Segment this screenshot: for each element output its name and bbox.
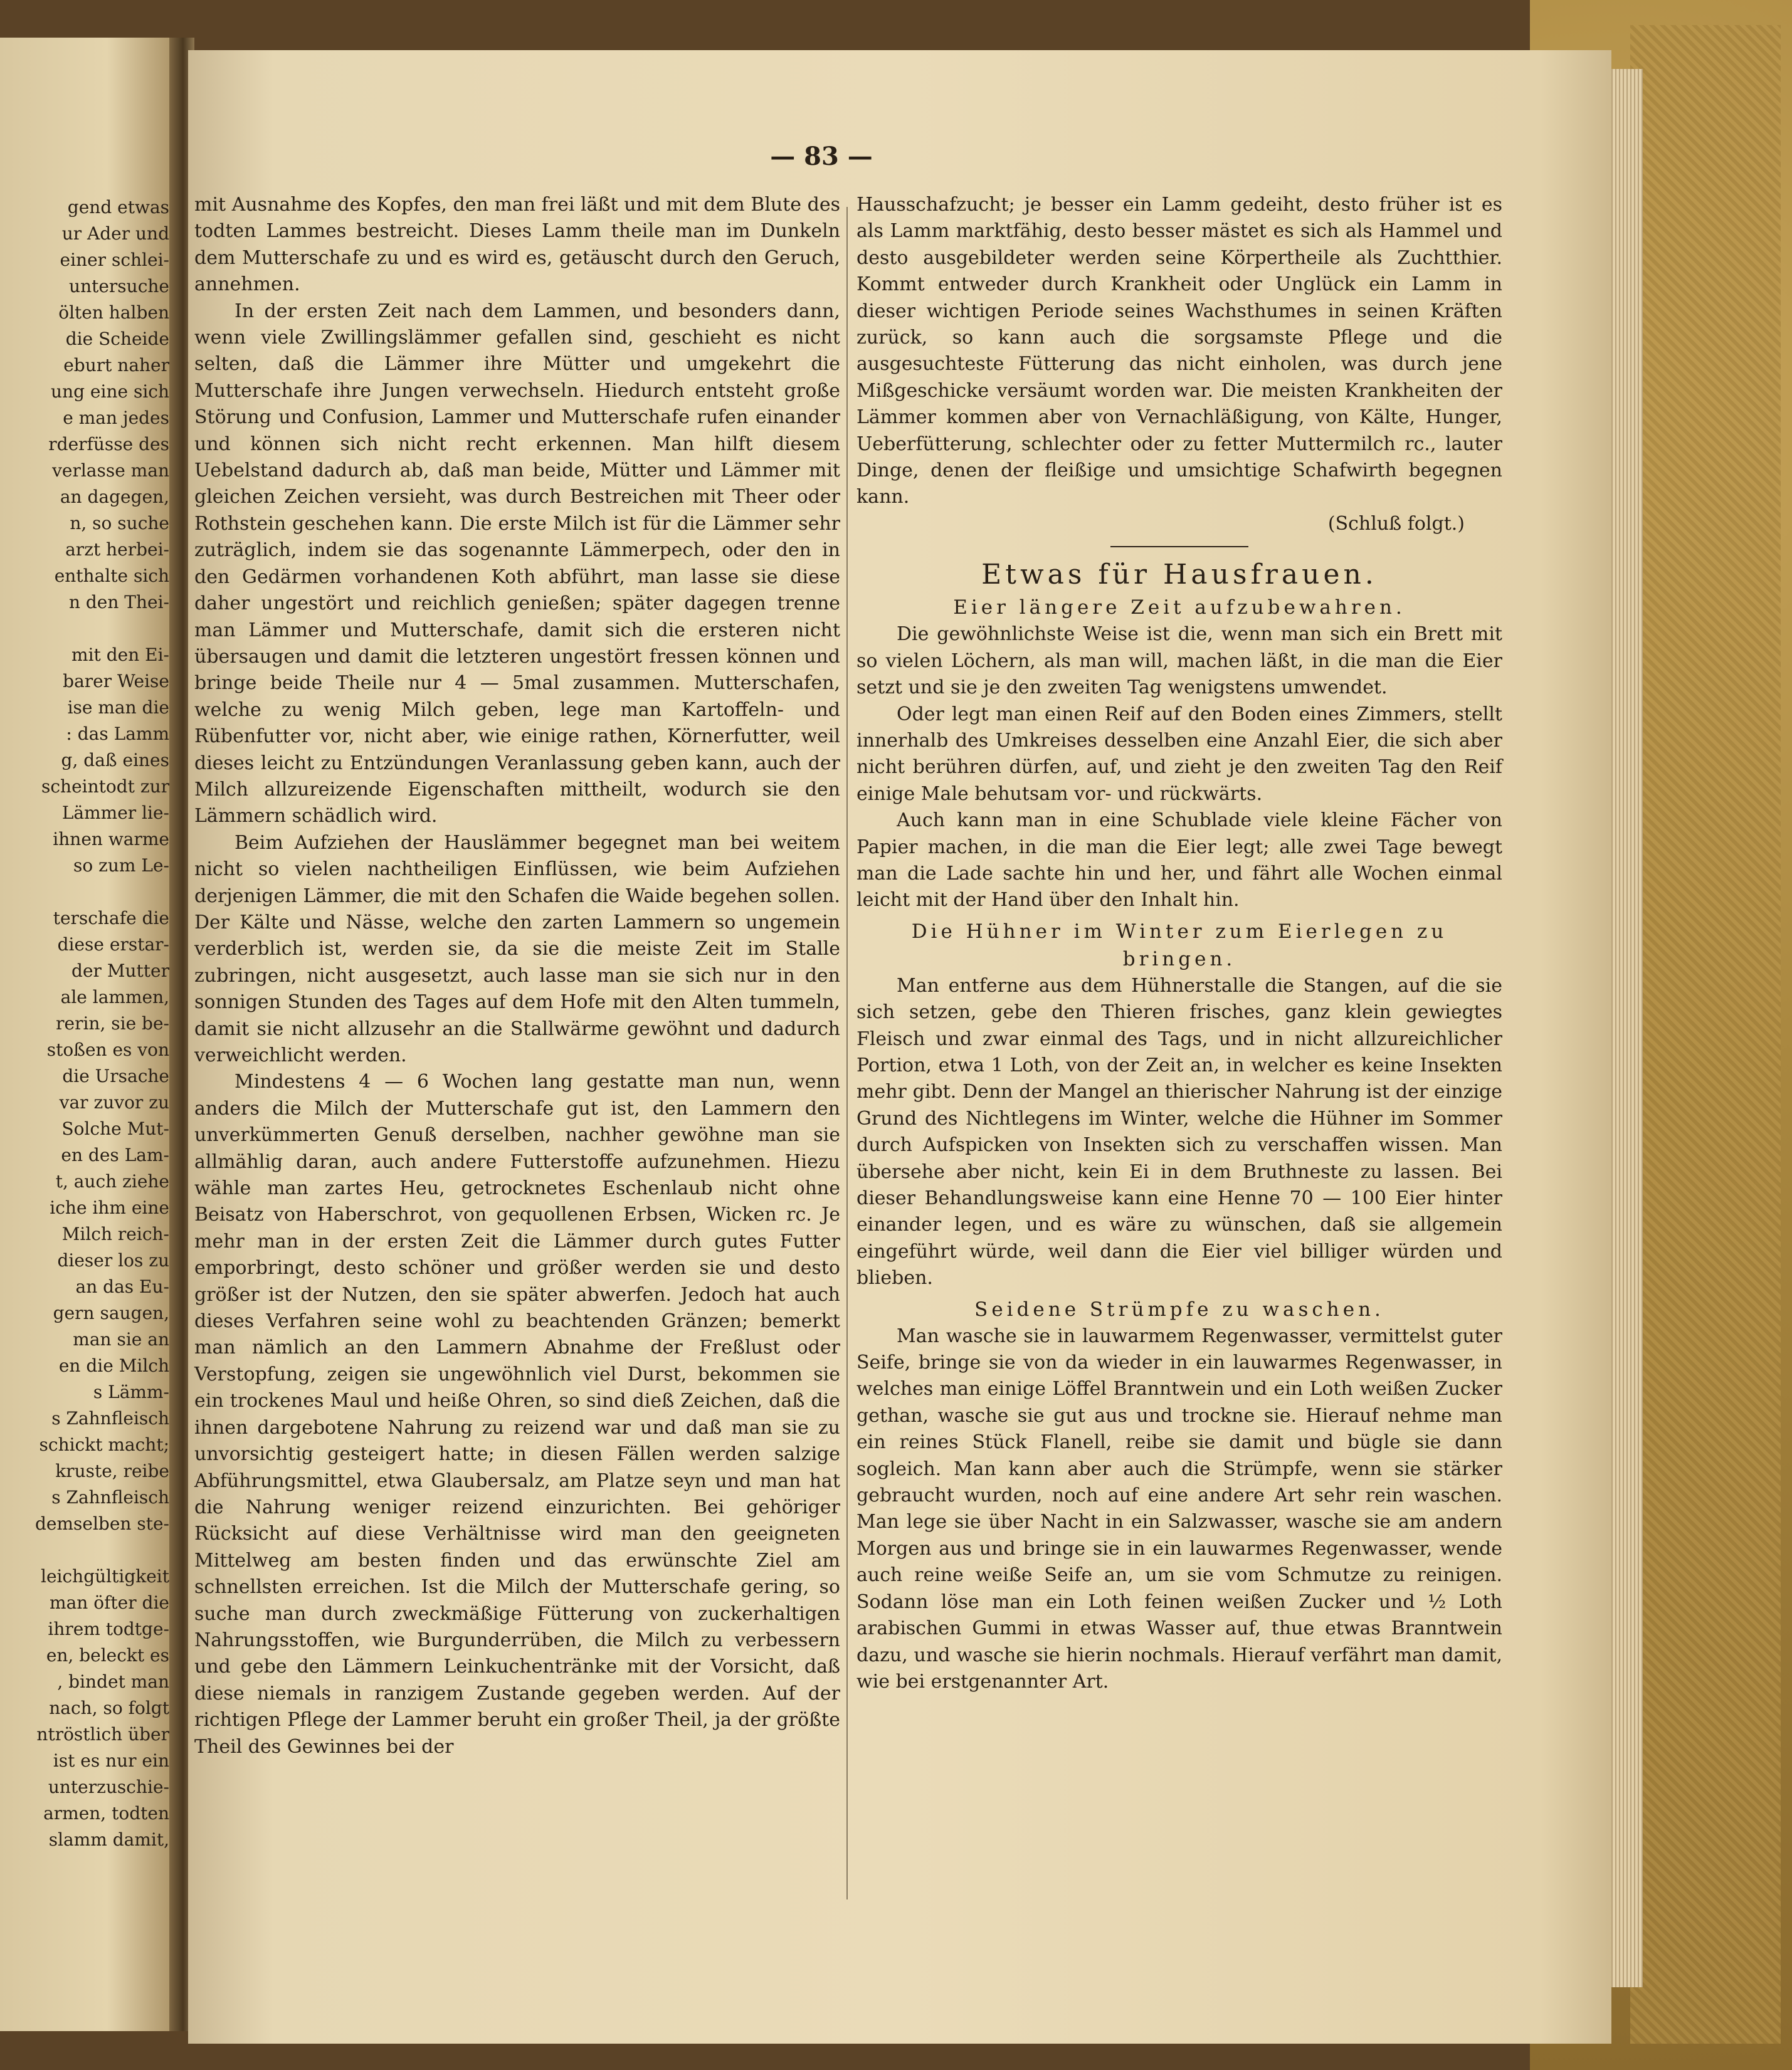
continued-paragraph: Hausschafzucht; je besser ein Lamm gedeiht, desto früher ist es als Lamm marktfähig, desto besser mästet es sich als Hammel und desto ausgebildeter werden seine Körpertheile als Zuchtthier. Kommt entweder durch Krankheit oder Unglück ein Lamm in dieser wichtigen Periode seines Wachsthumes in seinen Kräften zurück, so kann auch die sorgsamste Pflege und die ausgesuchteste Fütterung das nicht einholen, was durch jene Mißgeschicke versäumt worden war. Die meisten Krankheiten der Lämmer kommen aber von Vernachläßigung, von Kälte, Hunger, Ueberfütterung, schlechter oder zu fetter Muttermilch rc., lauter Dinge, denen der fleißige und umsichtige Schafwirth begegnen kann. [856, 194, 1502, 508]
left-fragment-line: die Scheide [65, 328, 169, 349]
subsection-title-hens: Die Hühner im Winter zum Eierlegen zu bringen. [911, 920, 1448, 970]
left-page [0, 38, 179, 2031]
left-fragment-line: n, so suche [70, 513, 169, 533]
right-paragraph: Auch kann man in eine Schublade viele kleine Fächer von Papier machen, in die man die Eier legt; alle zwei Tage bewegt man die Lade sachte hin und her, und fährt alle Wochen einmal leicht mit der Hand über den Inhalt hin. [856, 809, 1502, 912]
left-fragment-line: rerin, sie be- [56, 1013, 169, 1034]
page-number: — 83 — [770, 142, 873, 171]
left-fragment-line: arzt herbei- [65, 539, 169, 560]
left-fragment-line: eburt naher [63, 355, 169, 376]
left-fragment-line: ist es nur ein [53, 1750, 169, 1771]
left-fragment-line [0, 1537, 169, 1563]
left-fragment-line: e man jedes [63, 407, 169, 428]
left-fragment-line: diese erstar- [57, 934, 169, 955]
left-fragment-line: ihrem todtge- [48, 1619, 169, 1639]
left-fragment-line: gern saugen, [53, 1303, 169, 1323]
left-fragment-line: einer schlei- [60, 250, 169, 270]
left-fragment-line: n den Thei- [68, 592, 169, 612]
left-fragment-line: Milch reich- [61, 1224, 169, 1244]
left-fragment-line: enthalte sich [54, 565, 169, 586]
left-fragment-line: man sie an [73, 1329, 169, 1350]
left-fragment-line [0, 616, 169, 642]
left-page-text-fragments [0, 194, 169, 1853]
right-paragraph: Oder legt man einen Reif auf den Boden eines Zimmers, stellt innerhalb des Umkreises desselben eine Anzahl Eier, die sich aber nicht berühren dürfen, auf, und zieht je den zweiten Tag den Reif einige Male behutsam vor- und rückwärts. [856, 703, 1502, 805]
left-fragment-line: g, daß eines [61, 750, 169, 770]
left-fragment-line: demselben ste- [34, 1513, 169, 1534]
right-paragraph: Man entferne aus dem Hühnerstalle die Stangen, auf die sie sich setzen, gebe den Thieren frisches, ganz klein gewiegtes Fleisch und zwar einmal des Tags, und in nicht allzureichlicher Portion, etwa 1 Loth, von der Zeit an, in welcher es keine Insekten mehr gibt. Denn der Mangel an thierischer Nahrung ist der einzige Grund des Nichtlegens im Winter, welche die Hühner im Sommer durch Aufspicken von Insekten sich zu verschaffen wissen. Man übersehe aber nicht, kein Ei in dem Bruthneste zu lassen. Bei dieser Behandlungsweise kann eine Henne 70 — 100 Eier hinter einander legen, und es wäre zu wünschen, daß sie allgemein eingeführt würde, weil dann die Eier viel billiger würden und blieben. [856, 974, 1502, 1290]
middle-paragraph: Beim Aufziehen der Hauslämmer begegnet man bei weitem nicht so vielen nachtheiligen Einflüssen, wie beim Aufziehen derjenigen Lämmer, die mit den Schafen die Waide begehen sollen. Der Kälte und Nässe, welche den zarten Lammern so ungemein verderblich ist, werden sie, da sie die meiste Zeit im Stalle zubringen, nicht ausgesetzt, auch lasse man sie sich nur in den sonnigen Stunden des Tages auf dem Hofe mit den Alten tummeln, damit sie nicht allzusehr an die Stallwärme gewöhnt und dadurch verweichlicht werden. [194, 831, 840, 1066]
left-fragment-line: slamm damit, [48, 1829, 169, 1850]
left-fragment-line: rderfüsse des [48, 434, 169, 454]
left-fragment-line: Solche Mut- [61, 1118, 169, 1139]
left-fragment-line: : das Lamm [66, 723, 169, 744]
left-fragment-line: en des Lam- [61, 1145, 169, 1165]
left-fragment-line: en die Milch [58, 1355, 169, 1376]
left-fragment-line: so zum Le- [73, 855, 169, 876]
left-fragment-line: schickt macht; [39, 1434, 169, 1455]
section-rule [1110, 546, 1248, 547]
right-paragraph: Die gewöhnlichste Weise ist die, wenn man sich ein Brett mit so vielen Löchern, als man will, machen läßt, in die man die Eier setzt und sie je den zweiten Tag wenigstens umwendet. [856, 623, 1502, 699]
subsection-hens-body [856, 973, 1502, 1292]
middle-paragraph: In der ersten Zeit nach dem Lammen, und besonders dann, wenn viele Zwillingslämmer gefallen sind, geschieht es nicht selten, daß die Lämmer ihre Mütter und umgekehrt die Mutterschafe ihre Jungen verwechseln. Hiedurch entsteht große Störung und Confusion, Lammer und Mutterschafe rufen einander und können sich nicht recht erkennen. Man hilft diesem Uebelstand dadurch ab, daß man beide, Mütter und Lämmer mit gleichen Zeichen versieht, was durch Bestreichen mit Theer oder Rothstein geschehen kann. Die erste Milch ist für die Lämmer sehr zuträglich, indem sie das sogenannte Lämmerpech, oder den in den Gedärmen vorhandenen Koth abführt, man lasse sie diese daher ungestört und reichlich genießen; später dagegen trenne man Lämmer und Mutterschafe, damit sich die ersteren nicht übersaugen und damit die letzteren ungestört fressen können und bringe beide Theile nur 4 — 5mal zusammen. Mutterschafen, welche zu wenig Milch geben, lege man Kartoffeln- und Rübenfutter vor, nicht aber, wie einige rathen, Körnerfutter, weil dieses leicht zu Entzündungen Veranlassung geben kann, auch der Milch allzureizende Eigenschaften mittheilt, wodurch sie den Lämmern schädlich wird. [194, 300, 840, 827]
left-fragment-line: ale lammen, [60, 987, 169, 1007]
continuation-footer [856, 511, 1502, 537]
left-fragment-line: stoßen es von [46, 1039, 169, 1060]
middle-column [194, 192, 840, 1760]
left-fragment-line: man öfter die [50, 1592, 169, 1613]
left-fragment-line: dieser los zu [57, 1250, 169, 1271]
subsection-stockings-body [856, 1323, 1502, 1696]
left-fragment-line: terschafe die [53, 908, 169, 928]
middle-paragraph: mit Ausnahme des Kopfes, den man frei läßt und mit dem Blute des todten Lammes bestreicht. Dieses Lamm theile man im Dunkeln dem Mutterschafe zu und es wird es, getäuscht durch den Geruch, annehmen. [194, 194, 840, 296]
left-fragment-line: iche ihm eine [50, 1197, 169, 1218]
left-fragment-line: an das Eu- [75, 1276, 169, 1297]
section-title: Etwas für Hausfrauen. [981, 559, 1378, 591]
left-fragment-line: mit den Ei- [71, 644, 169, 665]
left-fragment-line: armen, todten [43, 1803, 169, 1824]
left-fragment-line: barer Weise [63, 671, 169, 691]
left-fragment-line: kruste, reibe [55, 1461, 169, 1481]
left-fragment-line: ise man die [67, 697, 169, 718]
left-fragment-line: verlasse man [52, 460, 169, 481]
left-fragment-line [0, 879, 169, 905]
subsection-eggs-body [856, 621, 1502, 913]
left-fragment-line: ihnen warme [53, 829, 169, 849]
left-fragment-line: s Lämm- [93, 1382, 169, 1402]
left-fragment-line: s Zahnfleisch [51, 1487, 169, 1508]
left-fragment-line: ur Ader und [61, 223, 169, 244]
cover-texture [1630, 25, 1781, 2044]
subsection-title-stockings: Seidene Strümpfe zu waschen. [974, 1298, 1384, 1321]
left-fragment-line: ung eine sich [51, 381, 169, 402]
left-fragment-line: ölten halben [58, 302, 169, 323]
subsection-title-eggs: Eier längere Zeit aufzubewahren. [953, 596, 1406, 619]
left-fragment-line: untersuche [69, 276, 169, 297]
left-fragment-line: unterzuschie- [48, 1777, 169, 1797]
column-divider [846, 207, 848, 1899]
right-paragraph: Man wasche sie in lauwarmem Regenwasser, vermittelst guter Seife, bringe sie von da wieder in ein lauwarmes Regenwasser, in welches man einige Löffel Branntwein und ein Loth weißen Zucker gethan, wasche sie gut aus und trockne sie. Hierauf nehme man ein reines Stück Flanell, reibe sie damit und bügle sie dann sogleich. Man kann aber auch die Strümpfe, wenn sie stärker gebraucht wurden, noch auf eine andere Art sehr rein waschen. Man lege sie über Nacht in ein Salzwasser, wasche sie am andern Morgen aus und bringe sie in ein lauwarmes Regenwasser, wende auch reine weiße Seife an, um sie vom Schmutze zu reinigen. Sodann löse man ein Loth feinen weißen Zucker und ½ Loth arabischen Gummi in etwas Wasser auf, thue etwas Branntwein dazu, und wasche sie hierin nochmals. Hierauf verfährt man damit, wie bei erstgenannter Art. [856, 1325, 1502, 1693]
left-fragment-line: var zuvor zu [59, 1092, 169, 1113]
left-fragment-line: Lämmer lie- [61, 802, 169, 823]
right-column [856, 192, 1502, 1695]
left-fragment-line: scheintodt zur [41, 776, 169, 797]
left-fragment-line: an dagegen, [60, 486, 169, 507]
to-be-continued-note: (Schluß folgt.) [1327, 512, 1465, 535]
middle-paragraph: Mindestens 4 — 6 Wochen lang gestatte man nun, wenn anders die Milch der Mutterschafe gut ist, den Lammern den unverkümmerten Genuß derselben, nachher gewöhne man sie allmählig daran, auch andere Futterstoffe aufzunehmen. Hiezu wähle man zartes Heu, getrocknetes Eschenlaub nicht ohne Beisatz von Haberschrot, von gequollenen Erbsen, Wicken rc. Je mehr man in der ersten Zeit die Lämmer durch gutes Futter emporbringt, desto schöner und größer werden sie und desto größer ist der Nutzen, den sie später abwerfen. Jedoch hat auch dieses Verfahren seine wohl zu beachtenden Gränzen; bemerkt man nämlich an den Lammern Abnahme der Freßlust oder Verstopfung, zeigen sie ungewöhnlich viel Durst, bekommen sie ein trockenes Maul und heiße Ohren, so sind dieß Zeichen, daß die ihnen dargebotene Nahrung zu reizend war und daß man sie zu unvorsichtig gesteigert hatte; in diesen Fällen werden salzige Abführungsmittel, etwa Glaubersalz, am Platze seyn und man hat die Nahrung weniger reizend einzurichten. Bei gehöriger Rücksicht auf diese Verhältnisse wird man den geeigneten Mittelweg am besten finden und das erwünschte Ziel am schnellsten erreichen. Ist die Milch der Mutterschafe gering, so suche man durch zweckmäßige Fütterung von zuckerhaltigen Nahrungsstoffen, wie Burgunderrüben, die Milch zu verbessern und gebe den Lämmern Leinkuchentränke mit der Vorsicht, daß diese niemals in ranzigem Zustande gegeben werden. Auf der richtigen Pflege der Lammer beruht ein großer Theil, ja der größte Theil des Gewinnes bei der [194, 1071, 840, 1758]
left-fragment-line: der Mutter [71, 960, 169, 981]
left-fragment-line: en, beleckt es [46, 1645, 169, 1666]
left-fragment-line: die Ursache [62, 1066, 169, 1086]
left-fragment-line: , bindet man [57, 1671, 169, 1692]
left-fragment-line: s Zahnfleisch [51, 1408, 169, 1429]
left-fragment-line: t, auch ziehe [55, 1171, 169, 1192]
left-fragment-line: ntröstlich über [36, 1724, 169, 1745]
left-fragment-line: leichgültigkeit [41, 1566, 169, 1587]
left-fragment-line: nach, so folgt [49, 1698, 169, 1718]
left-fragment-line: gend etwas [67, 197, 169, 218]
